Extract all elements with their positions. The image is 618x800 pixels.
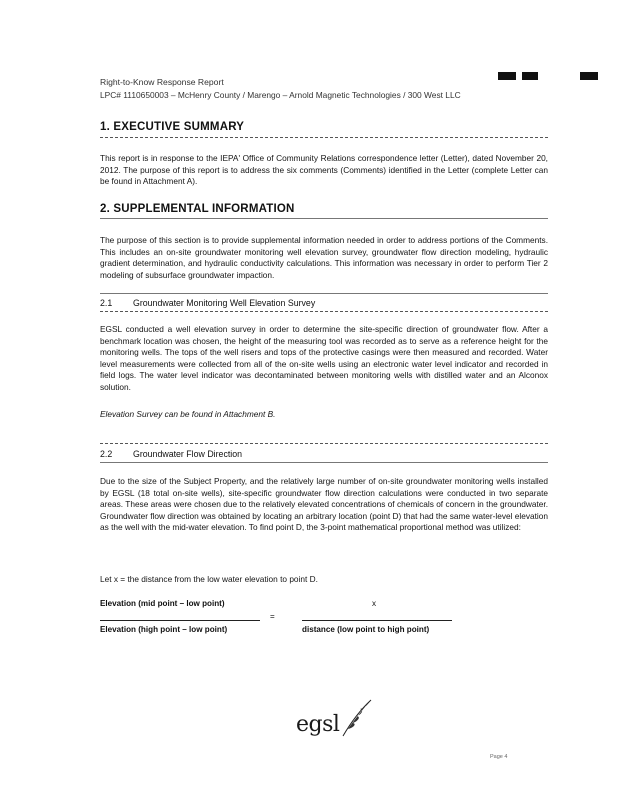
section-2-1-title: Groundwater Monitoring Well Elevation Survey [133, 298, 316, 308]
header-stamp-1 [498, 72, 516, 80]
page-number: Page 4 [490, 754, 508, 760]
section-1-rule [100, 137, 548, 138]
section-1-paragraph: This report is in response to the IEPA' Office of Community Relations correspondence letter (Letter), dated November 20, 2012. The purpose of this report is to address the six comments (Comments) identified in the Letter (complete Letter can be found in Attachment A). [100, 153, 548, 187]
section-2-paragraph: The purpose of this section is to provide supplemental information needed in order to address portions of the Comments. This includes an on-site groundwater monitoring well elevation survey, groundwater flow direction modeling, hydraulic gradient determination, and hydraulic conductivity calculations. This information was necessary in order to perform Tier 2 modeling of subsurface groundwater impaction. [100, 235, 548, 280]
equation-denominator-right: distance (low point to high point) [302, 625, 430, 634]
egsl-logo-text: egsl [296, 712, 340, 737]
equation-fraction-bar-right [302, 620, 452, 621]
section-2-1-rule-top [100, 293, 548, 294]
feather-logo-icon [340, 698, 374, 738]
report-subtitle: LPC# 1110650003 – McHenry County / Marengo – Arnold Magnetic Technologies / 300 West LLC [100, 90, 461, 100]
section-2-1-paragraph: EGSL conducted a well elevation survey in order to determine the site-specific direction of groundwater flow. After a benchmark location was chosen, the height of the measuring tool was recorded as to serve as a reference height for the monitoring wells. The tops of the well risers and tops of the protective casings were then measured and recorded. Water level measurements were collected from all of the on-site wells using an electronic water level indicator and recorded in field logs. The water level indicator was decontaminated between monitoring wells with distilled water and an Alconox solution. [100, 324, 548, 392]
section-2-1-note: Elevation Survey can be found in Attachment B. [100, 409, 276, 419]
section-2-1-number: 2.1 [100, 298, 113, 308]
section-2-2-paragraph: Due to the size of the Subject Property, and the relatively large number of on-site groundwater monitoring wells installed by EGSL (18 total on-site wells), site-specific groundwater flow direction calculations were conducted in two separate areas. These areas were chosen due to the relatively elevated concentrations of chemicals of concern in the groundwater. Groundwater flow direction was obtained by locating an arbitrary location (point D) that had the same water-level elevation as the well with the mid-water elevation. To find point D, the 3-point mathematical proportional method was utilized: [100, 476, 548, 533]
equation-denominator-left: Elevation (high point – low point) [100, 625, 228, 634]
section-2-2-rule-top [100, 443, 548, 444]
header-stamp-2 [522, 72, 538, 80]
section-2-rule [100, 218, 548, 219]
header-stamp-3 [580, 72, 598, 80]
section-2-2-let-x: Let x = the distance from the low water elevation to point D. [100, 574, 318, 584]
report-title: Right-to-Know Response Report [100, 77, 224, 87]
equation-fraction-bar-left [100, 620, 260, 621]
section-2-2-rule-bottom [100, 462, 548, 463]
section-1-heading: 1. EXECUTIVE SUMMARY [100, 121, 245, 133]
section-2-2-number: 2.2 [100, 449, 113, 459]
equation-numerator-left: Elevation (mid point – low point) [100, 599, 225, 608]
section-2-heading: 2. SUPPLEMENTAL INFORMATION [100, 203, 295, 215]
section-2-1-rule-bottom [100, 311, 548, 312]
section-2-2-title: Groundwater Flow Direction [133, 449, 243, 459]
equation-equals: = [270, 612, 275, 621]
equation-numerator-right: x [372, 599, 377, 608]
